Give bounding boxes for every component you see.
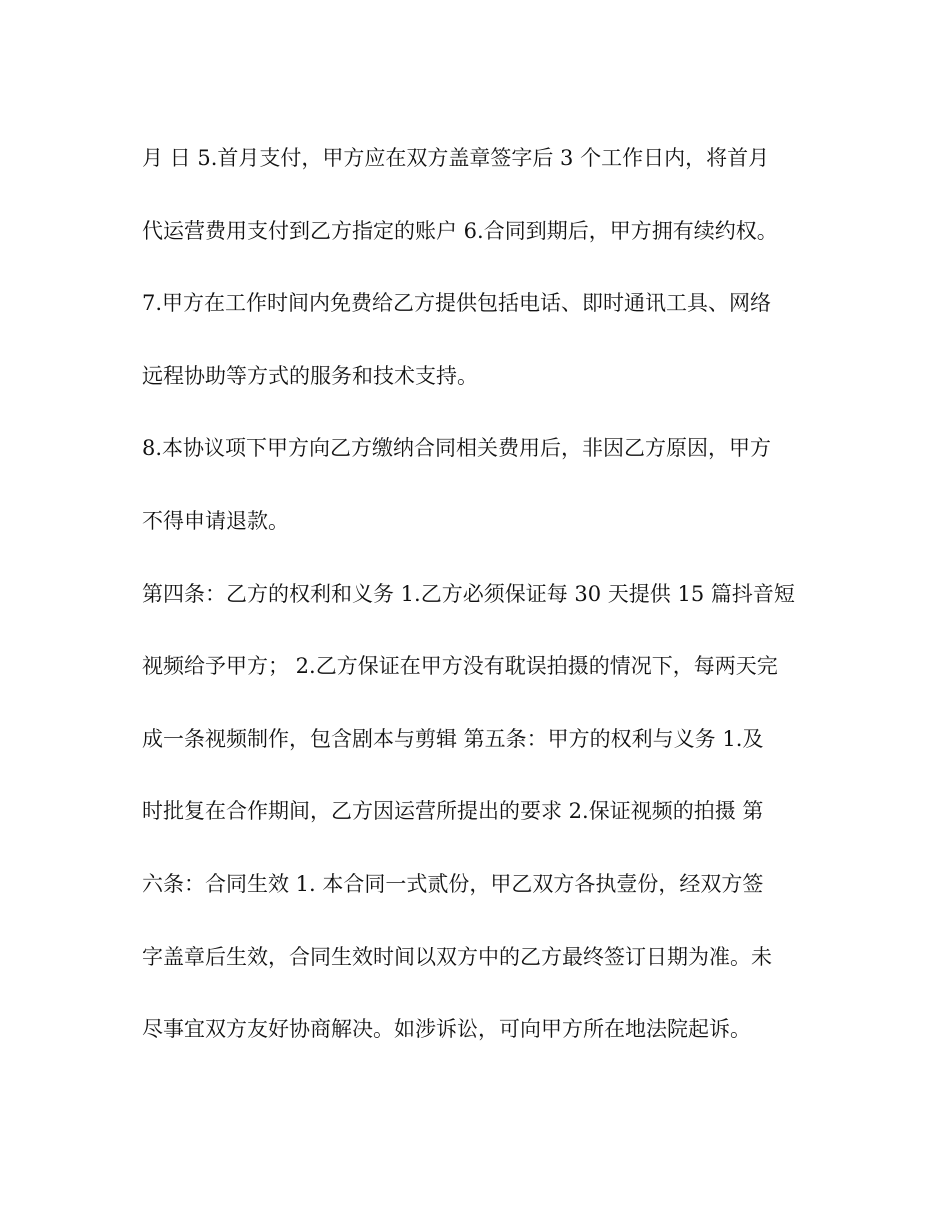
text-line: 时批复在合作期间，乙方因运营所提出的要求 2.保证视频的拍摄 第 bbox=[142, 799, 764, 824]
text-line: 字盖章后生效，合同生效时间以双方中的乙方最终签订日期为准。未 bbox=[142, 944, 772, 969]
text-line: 第四条：乙方的权利和义务 1.乙方必须保证每 30 天提供 15 篇抖音短 bbox=[142, 581, 795, 606]
text-line: 尽事宜双方友好协商解决。如涉诉讼，可向甲方所在地法院起诉。 bbox=[142, 1017, 751, 1042]
text-line: 代运营费用支付到乙方指定的账户 6.合同到期后，甲方拥有续约权。 bbox=[142, 218, 778, 243]
text-line: 六条：合同生效 1. 本合同一式贰份，甲乙双方各执壹份，经双方签 bbox=[142, 871, 764, 896]
text-line: 远程协助等方式的服务和技术支持。 bbox=[142, 363, 478, 388]
text-line: 不得申请退款。 bbox=[142, 508, 289, 533]
contract-body bbox=[142, 126, 812, 1070]
text-line: 月 日 5.首月支付，甲方应在双方盖章签字后 3 个工作日内，将首月 bbox=[142, 146, 770, 170]
text-line: 8.本协议项下甲方向乙方缴纳合同相关费用后，非因乙方原因，甲方 bbox=[142, 436, 772, 461]
text-line: 7.甲方在工作时间内免费给乙方提供包括电话、即时通讯工具、网络 bbox=[142, 291, 772, 316]
text-line: 视频给予甲方； 2.乙方保证在甲方没有耽误拍摄的情况下，每两天完 bbox=[142, 654, 778, 679]
text-line: 成一条视频制作，包含剧本与剪辑 第五条：甲方的权利与义务 1.及 bbox=[142, 726, 764, 751]
